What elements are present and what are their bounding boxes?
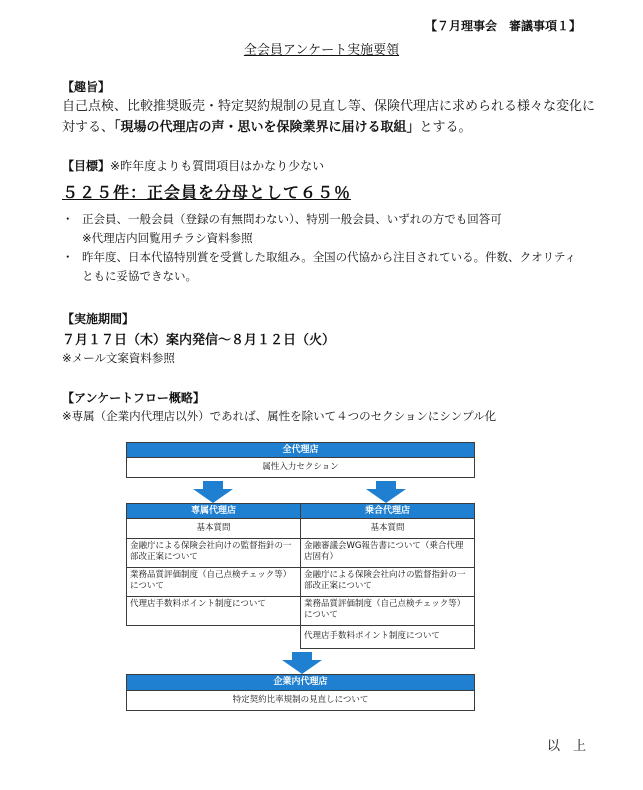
all-agency-box (126, 442, 475, 478)
bullet-mark: ・ (62, 250, 74, 264)
multi-agency-header: 乗合代理店 (300, 503, 475, 519)
basic-questions: 基本質問 (300, 519, 475, 539)
bullet-text: 正会員、一般会員（登録の有無問わない）、特別一般会員、いずれの方でも回答可 (82, 212, 502, 226)
multi-agency-column (300, 503, 475, 649)
purpose-highlight: 「現場の代理店の声・思いを保険業界に届ける取組」 (114, 120, 420, 135)
corporate-section: 特定契約比率規制の見直しについて (126, 691, 475, 711)
attribute-section: 属性入力セクション (126, 458, 475, 478)
list-item: 業務品質評価制度（自己点検チェック等）について (300, 597, 475, 626)
purpose-line-2-post: とする。 (419, 120, 472, 135)
target-headline: ５２５件：正会員を分母として６５％ (62, 183, 352, 202)
corporate-agency-header: 企業内代理店 (126, 674, 475, 691)
closing-mark: 以 上 (547, 739, 587, 754)
list-item: 業務品質評価制度（自己点検チェック等）について (126, 568, 301, 597)
exclusive-agency-header: 専属代理店 (126, 503, 301, 519)
period-dates: ７月１７日（木）案内発信～８月１２日（火） (62, 333, 336, 348)
corporate-agency-box (126, 674, 475, 711)
target-bullet-list (62, 210, 592, 286)
target-bullet-1 (62, 210, 592, 229)
list-item: 代理店手数料ポイント制度について (126, 597, 301, 626)
flow-note: ※専属（企業内代理店以外）であれば、属性を除いて４つのセクションにシンプル化 (62, 409, 497, 423)
bullet-text: 昨年度、日本代協特別賞を受賞した取組み。全国の代協から注目されている。件数、クオリティ (82, 250, 577, 264)
purpose-line-2 (62, 117, 472, 138)
purpose-line-2-pre: 対する、 (62, 120, 115, 135)
basic-questions: 基本質問 (126, 519, 301, 539)
bullet-subnote: ※代理店内回覧用チラシ資料参照 (82, 231, 253, 245)
page-title: 全会員アンケート実施要領 (243, 43, 400, 58)
purpose-label: 【趣旨】 (62, 80, 111, 94)
list-item: 代理店手数料ポイント制度について (300, 626, 475, 649)
flow-label: 【アンケートフロー概略】 (62, 391, 205, 405)
period-label: 【実施期間】 (62, 312, 135, 326)
bullet-mark: ・ (62, 212, 74, 226)
bullet-continuation: ともに妥協できない。 (82, 269, 197, 283)
target-note: ※昨年度よりも質問項目はかなり少ない (110, 159, 325, 173)
target-heading (62, 157, 324, 174)
target-bullet-2 (62, 248, 592, 267)
list-item: 金融審議会WG報告書について（乗合代理店固有） (300, 539, 475, 568)
list-item: 金融庁による保険会社向けの監督指針の一部改正案について (300, 568, 475, 597)
list-item: 金融庁による保険会社向けの監督指針の一部改正案について (126, 539, 301, 568)
purpose-line-1: 自己点検、比較推奨販売・特定契約規制の見直し等、保険代理店に求められる様々な変化に (62, 99, 596, 114)
arrow-down-icon (282, 652, 322, 674)
exclusive-agency-column (126, 503, 301, 626)
period-note: ※メール文案資料参照 (62, 351, 175, 365)
all-agency-header: 全代理店 (126, 442, 475, 458)
target-label: 【目標】 (62, 159, 111, 173)
document-reference: 【７月理事会 審議事項１】 (424, 19, 581, 33)
arrow-down-icon (366, 481, 406, 503)
arrow-down-icon (193, 481, 233, 503)
